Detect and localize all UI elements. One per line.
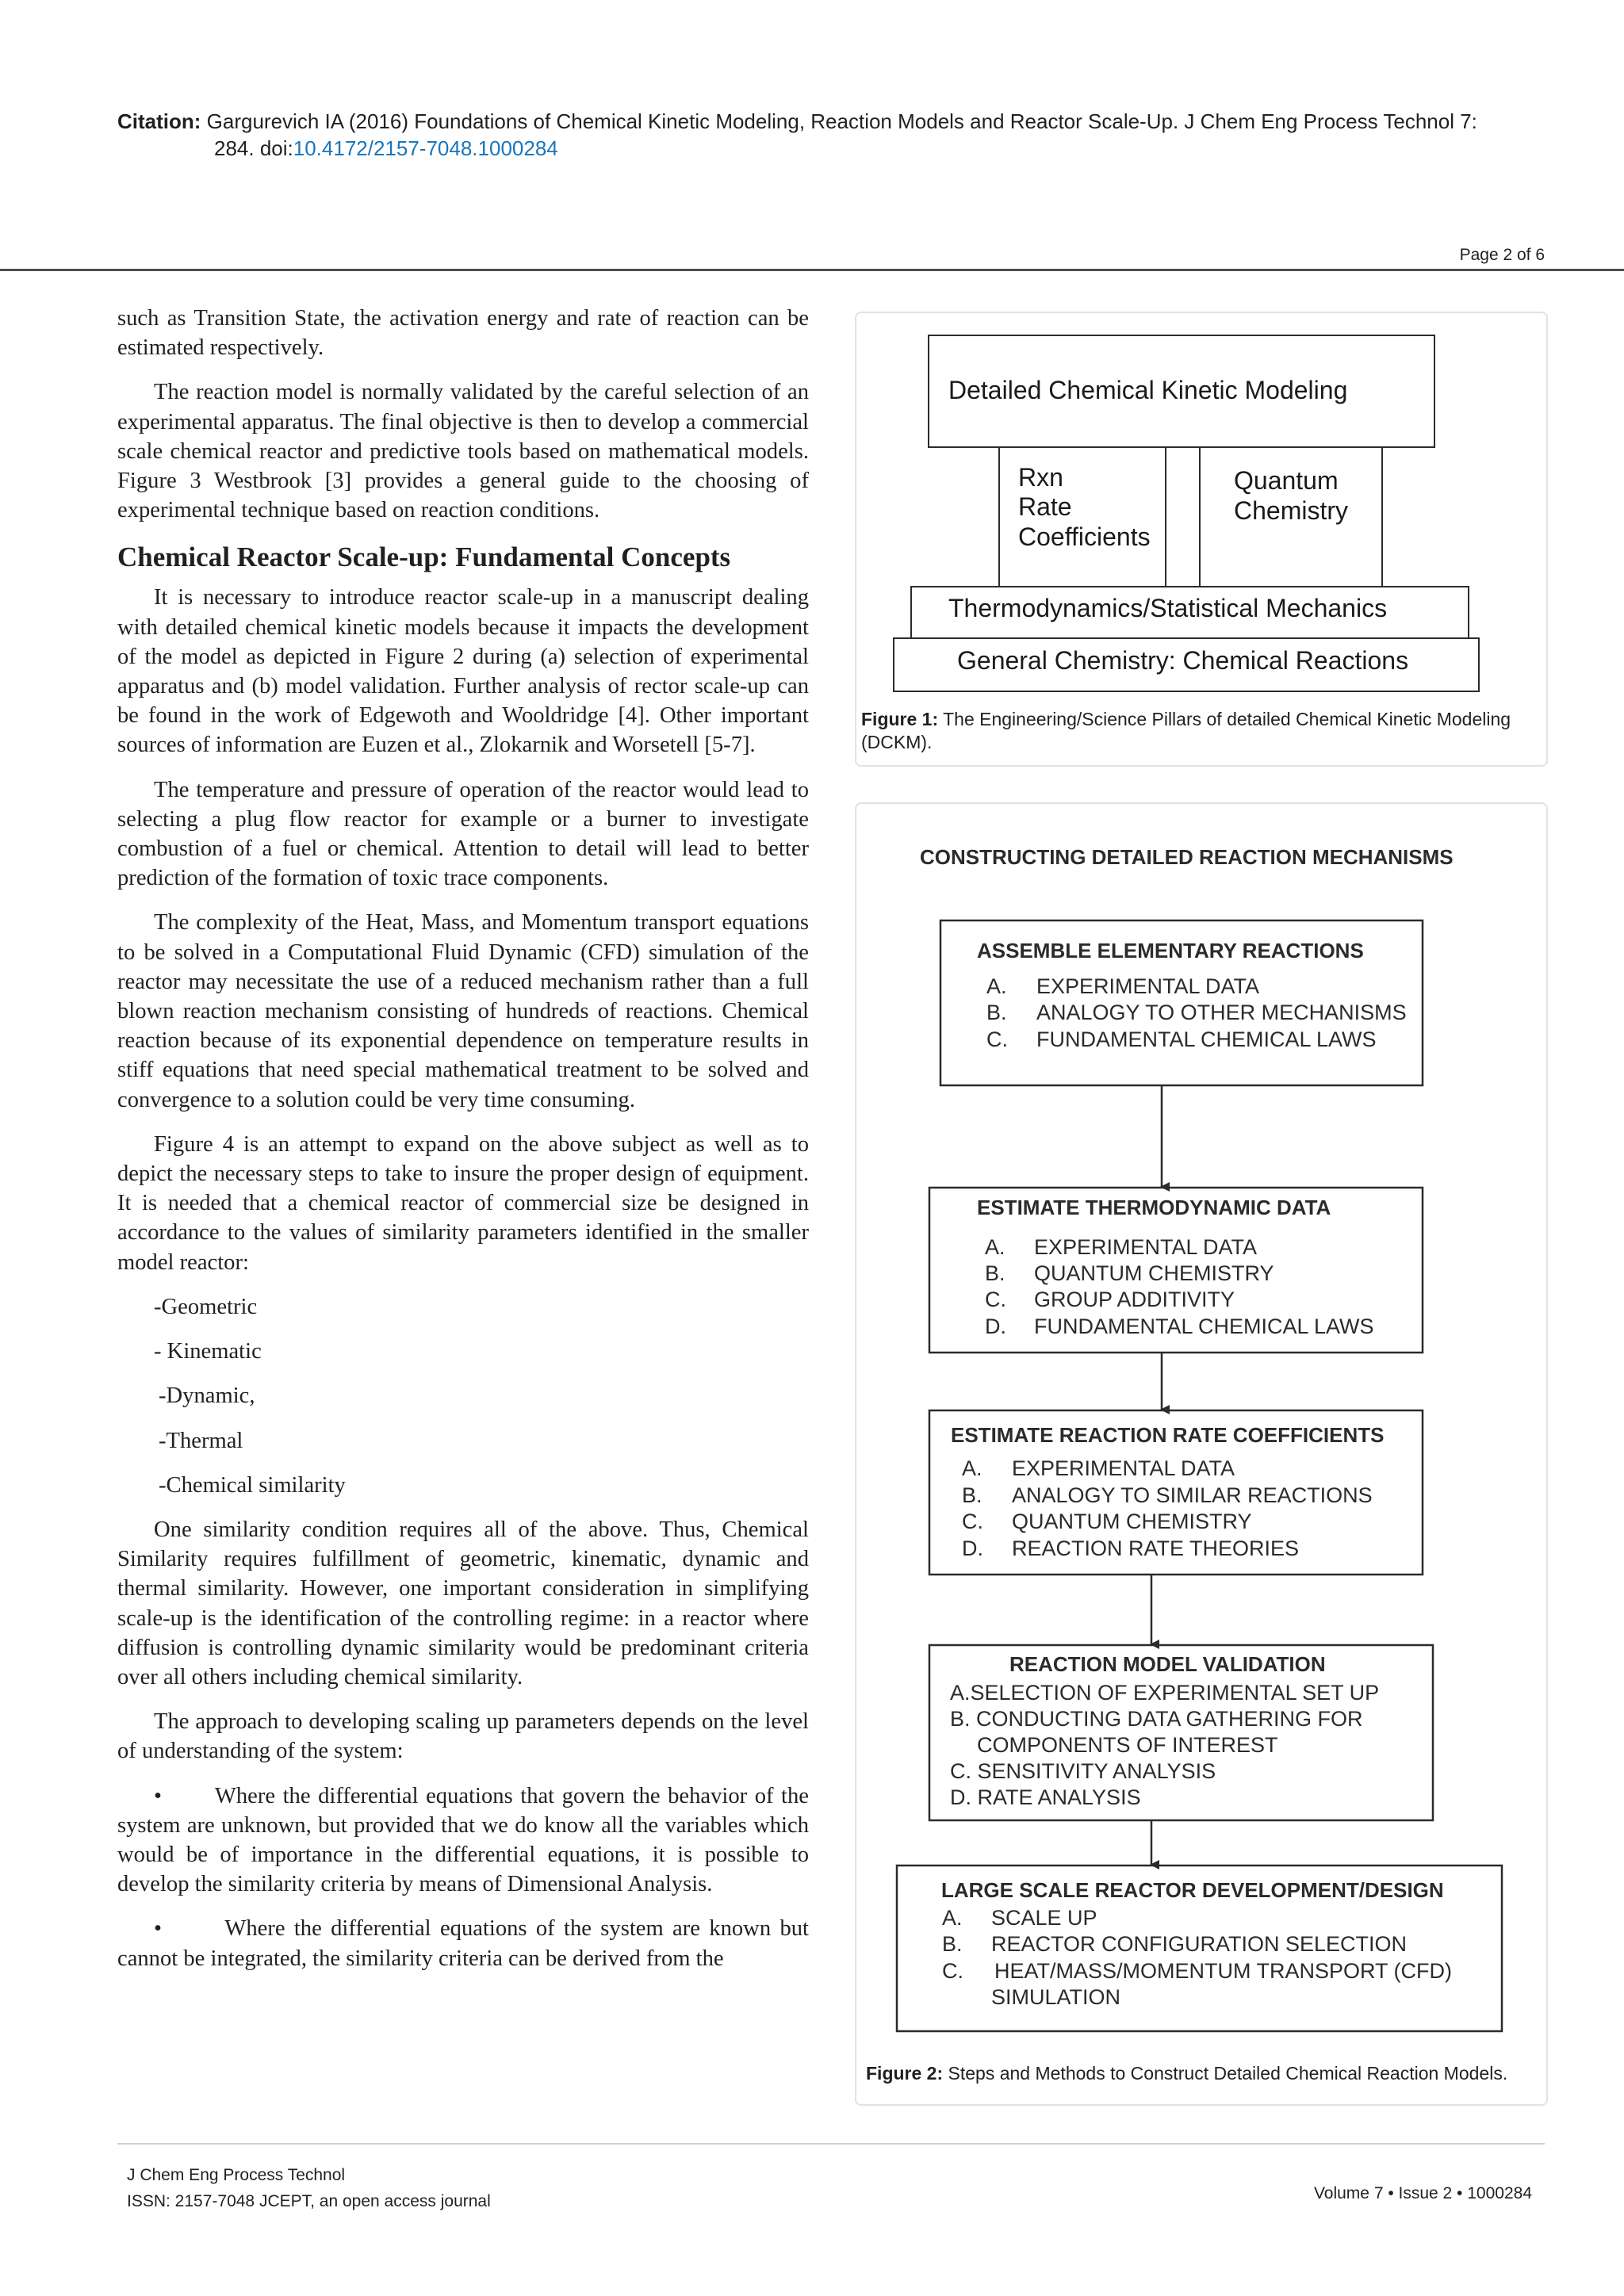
list-item: - Kinematic xyxy=(154,1339,262,1364)
fig2-box3-letter: C. xyxy=(962,1510,983,1533)
footer-divider xyxy=(117,2143,1545,2145)
citation-text: Gargurevich IA (2016) Foundations of Chemical Kinetic Modeling, Reaction Models and Reactor Scale-Up. J Chem Eng Process Technol 7: xyxy=(206,109,1477,133)
list-item: -Geometric xyxy=(154,1294,258,1319)
citation-label: Citation: xyxy=(117,109,201,133)
fig2-box1-letter: B. xyxy=(986,1001,1007,1024)
list-item: -Chemical similarity xyxy=(159,1472,346,1498)
paragraph: It is necessary to introduce reactor scale-up in a manuscript dealing with detailed chemical kinetic models because it impacts the development of the model as depicted in Figure 2 during (a) selection of experimental apparatus and (b) model validation. Further analysis of rector scale-up can be found in the work of Edgewoth and Wooldridge [4]. Other important sources of information are Euzen et al., Zlokarnik and Worsetell [5-7]. xyxy=(117,585,809,758)
fig2-box1-item: EXPERIMENTAL DATA xyxy=(1036,974,1260,998)
fig2-box5-title: LARGE SCALE REACTOR DEVELOPMENT/DESIGN xyxy=(941,1878,1444,1902)
fig2-box1-letter: A. xyxy=(986,974,1007,998)
fig2-box4-line: COMPONENTS OF INTEREST xyxy=(977,1733,1278,1757)
figure-2-caption-text: Steps and Methods to Construct Detailed Chemical Reaction Models. xyxy=(948,2063,1508,2084)
bullet-item: • Where the differential equations that govern the behavior of the system are unknown, but provided that we do know all the variables which would be of importance in the differential equations, it is possible to develop the similarity criteria by means of Dimensional Analysis. xyxy=(117,1783,809,1897)
fig1-pillar2-label: Quantum xyxy=(1234,466,1339,495)
fig2-box2-item: QUANTUM CHEMISTRY xyxy=(1034,1261,1274,1285)
citation-text-2: 284. doi: xyxy=(214,136,293,160)
bullet-item: • Where the differential equations of the system are known but cannot be integrated, the similarity criteria can be derived from the xyxy=(117,1916,809,1971)
fig2-box5-item: REACTOR CONFIGURATION SELECTION xyxy=(991,1932,1408,1956)
fig2-box5-letter: C. xyxy=(942,1959,963,1983)
fig1-pillar1-label: Rate xyxy=(1018,492,1072,521)
fig2-box1-item: FUNDAMENTAL CHEMICAL LAWS xyxy=(1036,1027,1377,1051)
fig2-box2-item: EXPERIMENTAL DATA xyxy=(1034,1235,1258,1259)
footer-issn: ISSN: 2157-7048 JCEPT, an open access journal xyxy=(127,2192,491,2210)
paragraph: The reaction model is normally validated by the careful selection of an experimental apparatus. The final objective is then to develop a commercial scale chemical reactor and predictive tools based on mathematical models. Figure 3 Westbrook [3] provides a general guide to the choosing of experimental technique based on reaction conditions. xyxy=(117,380,809,523)
fig2-box4-line: C. SENSITIVITY ANALYSIS xyxy=(950,1759,1216,1783)
fig2-title: CONSTRUCTING DETAILED REACTION MECHANISMS xyxy=(920,845,1454,869)
fig2-box3-letter: B. xyxy=(962,1483,982,1507)
fig2-box2-item: GROUP ADDITIVITY xyxy=(1034,1288,1235,1311)
fig2-box5-item: HEAT/MASS/MOMENTUM TRANSPORT (CFD) xyxy=(994,1959,1453,1983)
fig1-top-label: Detailed Chemical Kinetic Modeling xyxy=(948,376,1348,404)
list-item: -Dynamic, xyxy=(159,1383,255,1409)
paragraph: such as Transition State, the activation energy and rate of reaction can be estimated respectively. xyxy=(117,306,809,361)
fig2-box4-title: REACTION MODEL VALIDATION xyxy=(1009,1652,1326,1676)
fig2-box1-letter: C. xyxy=(986,1027,1008,1051)
fig2-box3-item: QUANTUM CHEMISTRY xyxy=(1012,1510,1252,1533)
fig2-box4-line: B. CONDUCTING DATA GATHERING FOR xyxy=(950,1707,1363,1731)
paragraph: One similarity condition requires all of the above. Thus, Chemical Similarity requires fulfillment of geometric, kinematic, dynamic and thermal similarity. However, one important consideration in simplifying scale-up is the identification of the controlling regime: in a reactor where diffusion is controlling dynamic similarity would be predominant criteria over all others including chemical similarity. xyxy=(117,1517,809,1689)
fig2-box5-letter: B. xyxy=(942,1932,963,1956)
fig2-box2-letter: B. xyxy=(985,1261,1005,1285)
paragraph: The temperature and pressure of operation of the reactor would lead to selecting a plug flow reactor for example or a burner to investigate combustion of a fuel or chemical. Attention to detail will lead to better prediction of the formation of toxic trace components. xyxy=(117,777,809,891)
fig2-box3-item: REACTION RATE THEORIES xyxy=(1012,1536,1300,1560)
fig2-box2-title: ESTIMATE THERMODYNAMIC DATA xyxy=(977,1196,1331,1219)
fig2-box3-item: ANALOGY TO SIMILAR REACTIONS xyxy=(1012,1483,1373,1507)
figure-1-caption-label: Figure 1: xyxy=(861,709,939,729)
fig1-base2-label: General Chemistry: Chemical Reactions xyxy=(957,646,1409,675)
fig2-box5-item: SIMULATION xyxy=(991,1985,1121,2009)
fig2-box5-letter: A. xyxy=(942,1906,963,1930)
fig2-box4-line: D. RATE ANALYSIS xyxy=(950,1785,1141,1809)
fig2-box4-line: A.SELECTION OF EXPERIMENTAL SET UP xyxy=(950,1681,1380,1705)
fig1-pillar1-label: Rxn xyxy=(1018,463,1063,492)
fig2-box1-item: ANALOGY TO OTHER MECHANISMS xyxy=(1036,1001,1407,1024)
fig1-pillar1-label: Coefficients xyxy=(1018,522,1151,551)
fig2-box2-letter: C. xyxy=(985,1288,1006,1311)
footer-volume: Volume 7 • Issue 2 • 1000284 xyxy=(1313,2184,1532,2202)
fig2-box2-letter: D. xyxy=(985,1314,1006,1338)
doi-link[interactable]: 10.4172/2157-7048.1000284 xyxy=(293,136,558,160)
fig2-box3-letter: A. xyxy=(962,1456,982,1480)
paragraph: The complexity of the Heat, Mass, and Momentum transport equations to be solved in a Computational Fluid Dynamic (CFD) simulation of the reactor may necessitate the use of a reduced mechanism rather than a full blown reaction mechanism consisting of hundreds of reactions. Chemical reaction because of its exponential dependence on temperature results in stiff equations that need special mathematical treatment to be solved and convergence to a solution could be very time consuming. xyxy=(117,910,809,1112)
figure-1-caption-text: The Engineering/Science Pillars of detailed Chemical Kinetic Modeling (DCKM). xyxy=(861,709,1511,752)
list-item: -Thermal xyxy=(159,1428,243,1453)
paragraph: Figure 4 is an attempt to expand on the above subject as well as to depict the necessary steps to take to insure the proper design of equipment. It is needed that a chemical reactor of commercial size be designed in accordance to the values of similarity parameters identified in the smaller model reactor: xyxy=(117,1131,809,1275)
paragraph: The approach to developing scaling up parameters depends on the level of understanding of the system: xyxy=(117,1709,809,1764)
fig2-box3-letter: D. xyxy=(962,1536,983,1560)
fig2-box2-letter: A. xyxy=(985,1235,1005,1259)
fig2-box3-title: ESTIMATE REACTION RATE COEFFICIENTS xyxy=(951,1423,1385,1447)
page-number: Page 2 of 6 xyxy=(1459,246,1545,264)
fig2-box2-item: FUNDAMENTAL CHEMICAL LAWS xyxy=(1034,1314,1374,1338)
fig1-pillar2-label: Chemistry xyxy=(1234,496,1349,525)
fig2-box3-item: EXPERIMENTAL DATA xyxy=(1012,1456,1235,1480)
figure-2-caption xyxy=(866,2062,1548,2085)
footer-journal: J Chem Eng Process Technol xyxy=(127,2166,346,2184)
section-heading: Chemical Reactor Scale-up: Fundamental Concepts xyxy=(117,541,731,573)
fig1-base1-label: Thermodynamics/Statistical Mechanics xyxy=(948,594,1388,622)
figure-2-caption-label: Figure 2: xyxy=(866,2063,944,2084)
fig2-box5-item: SCALE UP xyxy=(991,1906,1097,1930)
fig2-box1-title: ASSEMBLE ELEMENTARY REACTIONS xyxy=(977,939,1364,962)
